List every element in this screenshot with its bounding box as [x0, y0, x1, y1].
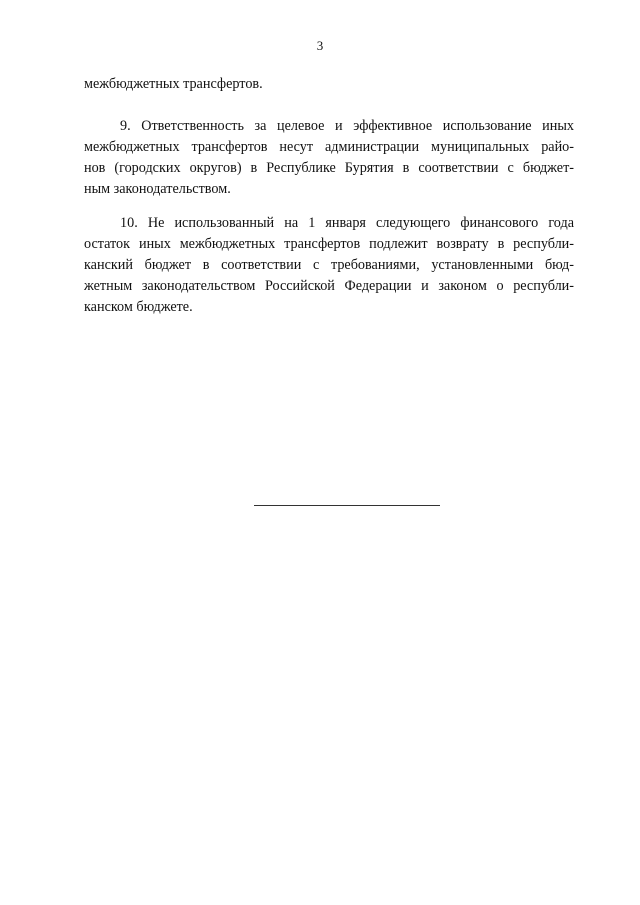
- paragraph-10-line: канский бюджет в соответствии с требованиями, установленными бюд-: [84, 257, 574, 273]
- end-divider-line: [254, 505, 440, 506]
- paragraph-9-line: нов (городских округов) в Республике Бурятия в соответствии с бюджет-: [84, 160, 574, 176]
- paragraph-9-line: ным законодательством.: [84, 181, 231, 197]
- paragraph-9-line: 9. Ответственность за целевое и эффективное использование иных: [120, 118, 574, 134]
- continuation-line: межбюджетных трансфертов.: [84, 76, 263, 92]
- page-number: 3: [316, 38, 324, 53]
- paragraph-10-line: остаток иных межбюджетных трансфертов подлежит возврату в республи-: [84, 236, 574, 252]
- paragraph-9-line: межбюджетных трансфертов несут администрации муниципальных райо-: [84, 139, 574, 155]
- paragraph-10-line: канском бюджете.: [84, 299, 193, 315]
- paragraph-10-line: жетным законодательством Российской Федерации и законом о республи-: [84, 278, 574, 294]
- paragraph-10-line: 10. Не использованный на 1 января следующего финансового года: [120, 215, 574, 231]
